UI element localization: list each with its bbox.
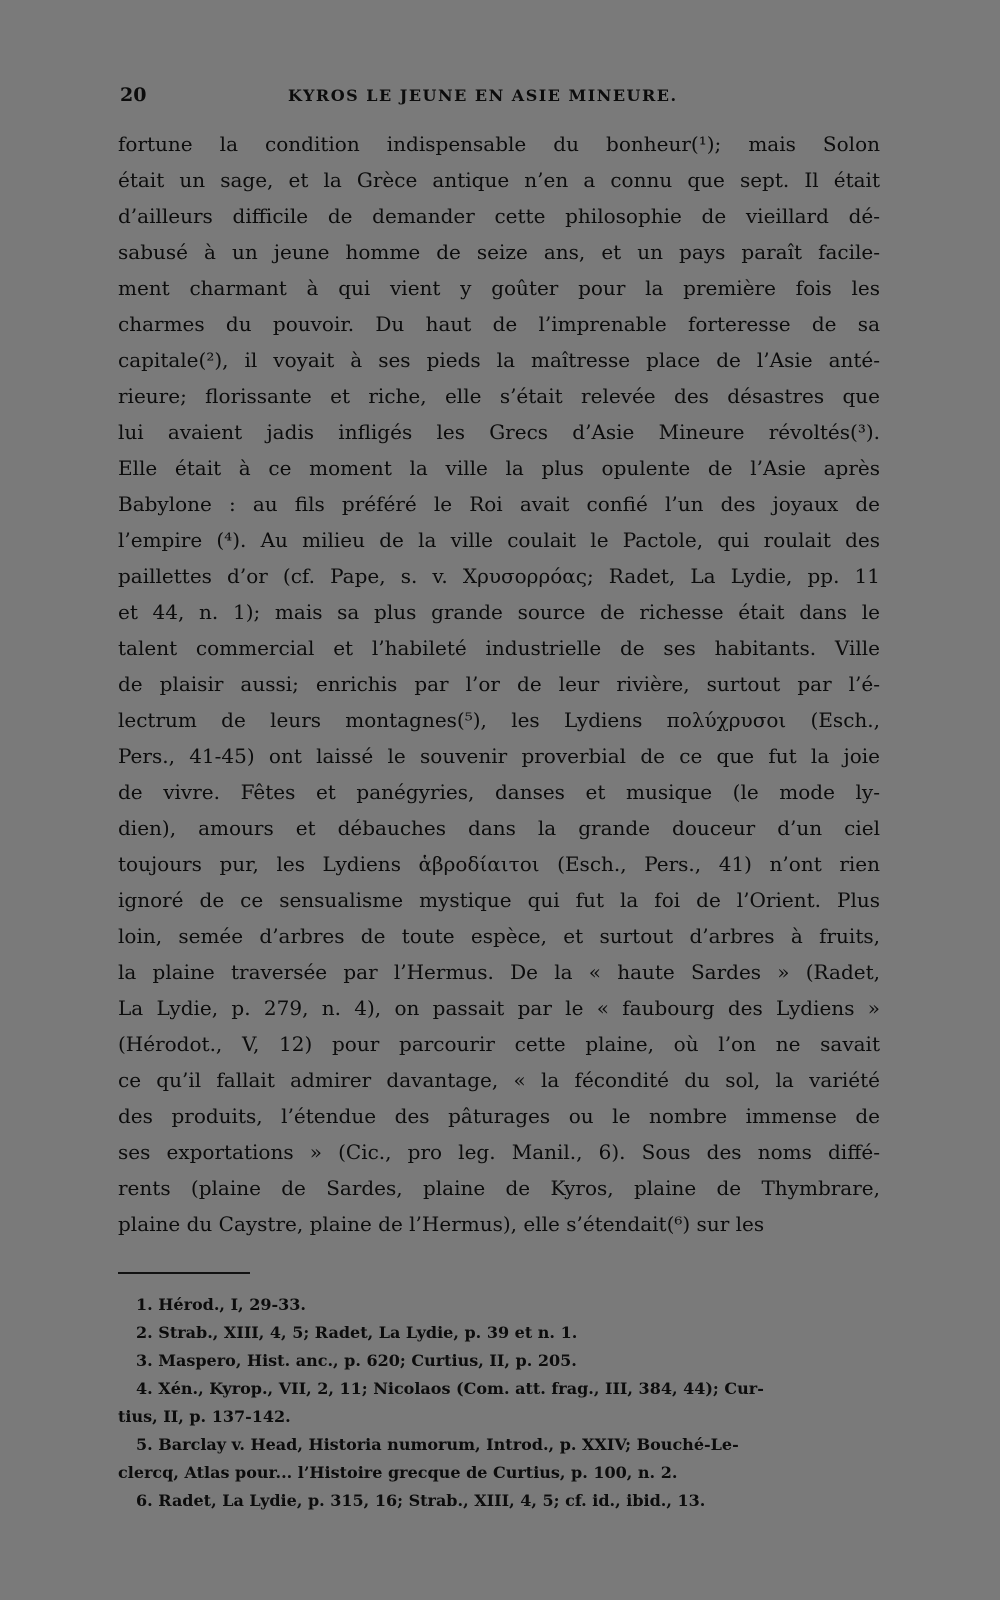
text-line: l’empire (⁴). Au milieu de la ville coulait le Pactole, qui roulait des — [118, 528, 880, 552]
footnote: 3. Maspero, Hist. anc., p. 620; Curtius, II, p. 205. — [136, 1351, 577, 1370]
text-line: lui avaient jadis infligés les Grecs d’Asie Mineure révoltés(³). — [118, 420, 880, 444]
text-line: ignoré de ce sensualisme mystique qui fut la foi de l’Orient. Plus — [118, 888, 880, 912]
text-line: sabusé à un jeune homme de seize ans, et un pays paraît facile- — [118, 240, 880, 264]
text-line: ses exportations » (Cic., pro leg. Manil., 6). Sous des noms diffé- — [118, 1140, 880, 1164]
text-line: d’ailleurs difficile de demander cette philosophie de vieillard dé- — [118, 204, 880, 228]
page-header — [118, 84, 880, 114]
text-line: charmes du pouvoir. Du haut de l’imprenable forteresse de sa — [118, 312, 880, 336]
text-line: rents (plaine de Sardes, plaine de Kyros, plaine de Thymbrare, — [118, 1176, 880, 1200]
text-line: plaine du Caystre, plaine de l’Hermus), elle s’étendait(⁶) sur les — [118, 1212, 765, 1236]
text-line: capitale(²), il voyait à ses pieds la maîtresse place de l’Asie anté- — [118, 348, 880, 372]
text-line: fortune la condition indispensable du bonheur(¹); mais Solon — [118, 132, 880, 156]
text-line: lectrum de leurs montagnes(⁵), les Lydiens πολύχρυσοι (Esch., — [118, 708, 880, 732]
running-title: KYROS LE JEUNE EN ASIE MINEURE. — [288, 86, 678, 105]
text-line: de plaisir aussi; enrichis par l’or de leur rivière, surtout par l’é- — [118, 672, 880, 696]
footnote-continuation: clercq, Atlas pour... l’Histoire grecque de Curtius, p. 100, n. 2. — [118, 1463, 678, 1482]
text-line: rieure; florissante et riche, elle s’était relevée des désastres que — [118, 384, 880, 408]
text-line: et 44, n. 1); mais sa plus grande source de richesse était dans le — [118, 600, 880, 624]
footnote-continuation: tius, II, p. 137-142. — [118, 1407, 291, 1426]
body-text — [118, 126, 880, 1242]
footnote: 5. Barclay v. Head, Historia numorum, Introd., p. XXIV; Bouché-Le- — [136, 1435, 739, 1454]
footnote: 2. Strab., XIII, 4, 5; Radet, La Lydie, p. 39 et n. 1. — [136, 1323, 578, 1342]
text-line: Pers., 41-45) ont laissé le souvenir proverbial de ce que fut la joie — [118, 744, 880, 768]
text-line: ment charmant à qui vient y goûter pour la première fois les — [118, 276, 880, 300]
text-line: ce qu’il fallait admirer davantage, « la fécondité du sol, la variété — [118, 1068, 880, 1092]
footnote: 6. Radet, La Lydie, p. 315, 16; Strab., XIII, 4, 5; cf. id., ibid., 13. — [136, 1491, 706, 1510]
text-line: était un sage, et la Grèce antique n’en a connu que sept. Il était — [118, 168, 880, 192]
text-line: paillettes d’or (cf. Pape, s. v. Χρυσορρόας; Radet, La Lydie, pp. 11 — [118, 564, 880, 588]
page-number: 20 — [120, 84, 147, 106]
text-line: la plaine traversée par l’Hermus. De la « haute Sardes » (Radet, — [118, 960, 880, 984]
footnote: 1. Hérod., I, 29-33. — [136, 1295, 306, 1314]
text-line: des produits, l’étendue des pâturages ou le nombre immense de — [118, 1104, 880, 1128]
footnote: 4. Xén., Kyrop., VII, 2, 11; Nicolaos (Com. att. frag., III, 384, 44); Cur- — [136, 1379, 764, 1398]
footnotes — [118, 1291, 880, 1515]
text-line: Elle était à ce moment la ville la plus opulente de l’Asie après — [118, 456, 880, 480]
text-line: dien), amours et débauches dans la grande douceur d’un ciel — [118, 816, 880, 840]
text-line: Babylone : au fils préféré le Roi avait confié l’un des joyaux de — [118, 492, 880, 516]
text-line: talent commercial et l’habileté industrielle de ses habitants. Ville — [118, 636, 880, 660]
text-line: toujours pur, les Lydiens ἁβροδίαιτοι (Esch., Pers., 41) n’ont rien — [118, 852, 880, 876]
text-line: (Hérodot., V, 12) pour parcourir cette plaine, où l’on ne savait — [118, 1032, 880, 1056]
footnote-rule — [118, 1272, 250, 1274]
text-line: loin, semée d’arbres de toute espèce, et surtout d’arbres à fruits, — [118, 924, 880, 948]
text-line: La Lydie, p. 279, n. 4), on passait par le « faubourg des Lydiens » — [118, 996, 880, 1020]
text-line: de vivre. Fêtes et panégyries, danses et musique (le mode ly- — [118, 780, 880, 804]
